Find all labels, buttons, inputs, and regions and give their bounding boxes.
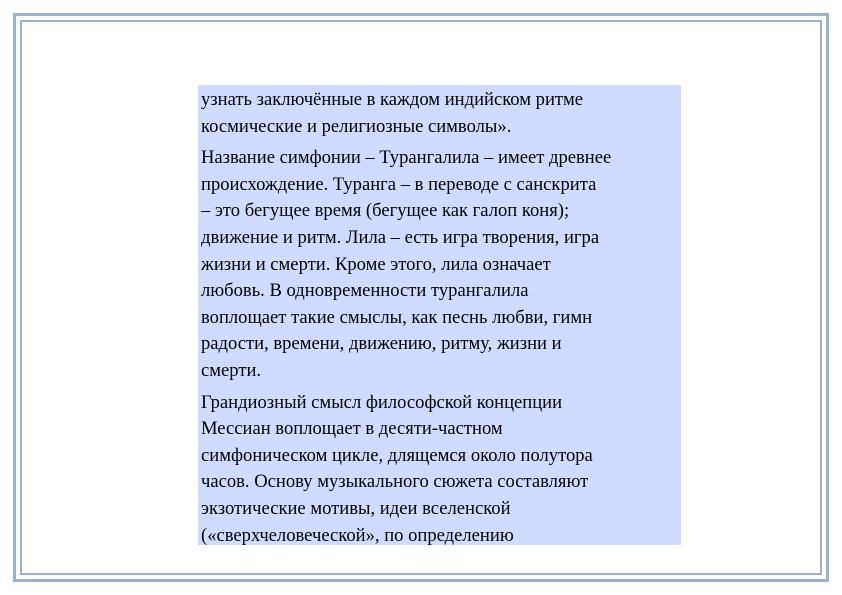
- text-line: жизни и смерти. Кроме этого, лила означает: [201, 253, 551, 275]
- text-line: симфоническом цикле, длящемся около полутора: [201, 444, 593, 466]
- text-line: экзотические мотивы, идеи вселенской: [201, 497, 511, 519]
- text-line: Название симфонии – Турангалила – имеет древнее: [201, 147, 612, 169]
- text-line: любовь. В одновременности турангалила: [201, 280, 529, 302]
- paragraph-3: [201, 390, 678, 550]
- text-line: часов. Основу музыкального сюжета составляют: [201, 471, 589, 493]
- text-line: радости, времени, движению, ритму, жизни и: [201, 333, 562, 355]
- text-line: («сверхчеловеческой», по определению: [201, 524, 514, 546]
- text-line: воплощает такие смыслы, как песнь любви, гимн: [201, 306, 593, 328]
- text-line: Мессиан воплощает в десяти-частном: [201, 418, 503, 440]
- text-line: Грандиозный смысл философской концепции: [201, 391, 563, 413]
- text-line: космические и религиозные символы».: [201, 115, 512, 137]
- text-line: происхождение. Туранга – в переводе с санскрита: [201, 173, 597, 195]
- text-line: узнать заключённые в каждом индийском ритме: [201, 89, 584, 110]
- paragraph-1: [201, 87, 678, 140]
- text-line: движение и ритм. Лила – есть игра творения, игра: [201, 226, 600, 248]
- text-block: [198, 85, 681, 545]
- text-line: смерти.: [201, 359, 262, 381]
- text-line: – это бегущее время (бегущее как галоп коня);: [201, 200, 570, 222]
- paragraph-2: [201, 145, 678, 384]
